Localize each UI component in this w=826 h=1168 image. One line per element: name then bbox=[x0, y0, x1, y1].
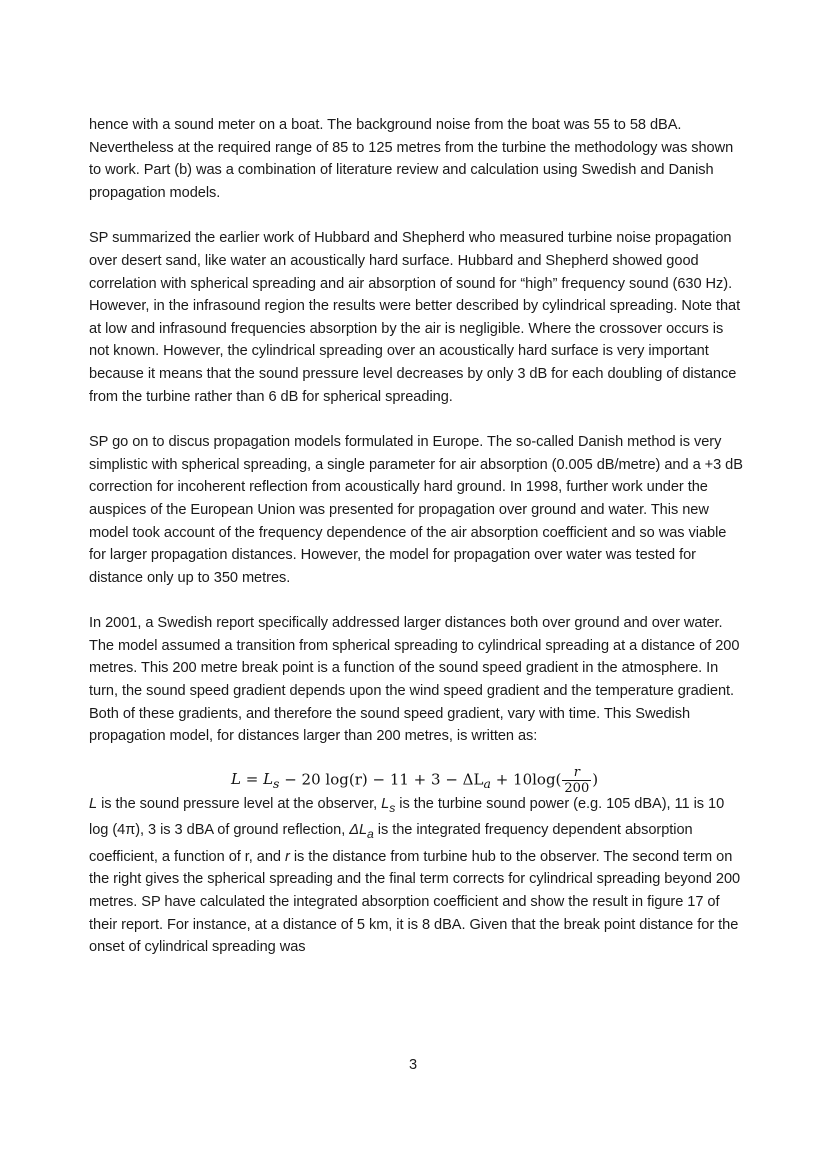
document-body bbox=[89, 114, 744, 959]
paragraph-3: SP go on to discus propagation models formulated in Europe. The so-called Danish method is very simplistic with spherical spreading, a single parameter for air absorption (0.005 dB/metre) and a +3 dB correction for incoherent reflection from acoustically hard ground. In 1998, further work under the auspices of the European Union was presented for propagation over ground and water. This new model took account of the frequency dependence of the air absorption coefficient and so was viable for larger propagation distances. However, the model for propagation over water was tested for distance only up to 350 metres. bbox=[89, 434, 743, 586]
equation-expression: $L = L_s - 20$ $\log(r) - 11 + 3 - \Delta L_a + 10\log$( $\frac{r}{200}$ ) bbox=[231, 764, 599, 796]
paragraph-2: SP summarized the earlier work of Hubbard and Shepherd who measured turbine noise propagation over desert sand, like water an acoustically hard surface. Hubbard and Shepherd showed good correlation with spherical spreading and air absorption of sound for “high” frequency sound (630 Hz). However, in the infrasound region the results were better described by cylindrical spreading. Note that at low and infrasound frequencies absorption by the air is negligible. Where the crossover occurs is not known. However, the cylindrical spreading over an acoustically hard surface is very important because it means that the sound pressure level decreases by only 3 dB for each doubling of distance from the turbine rather than 6 dB for spherical spreading. bbox=[89, 230, 741, 405]
paragraph-4: In 2001, a Swedish report specifically addressed larger distances both over ground and over water. The model assumed a transition from spherical spreading to cylindrical spreading at a distance of 200 metres. This 200 metre break point is a function of the sound speed gradient in the atmosphere. In turn, the sound speed gradient depends upon the wind speed gradient and the temperature gradient. Both of these gradients, and therefore the sound speed gradient, vary with time. This Swedish propagation model, for distances larger than 200 metres, is written as: bbox=[89, 615, 740, 745]
paragraph-1: hence with a sound meter on a boat. The background noise from the boat was 55 to 58 dBA. Nevertheless at the required range of 85 to 125 metres from the turbine the methodology was shown to work. Part (b) was a combination of literature review and calculation using Swedish and Danish propagation models. bbox=[89, 117, 734, 201]
propagation-equation bbox=[89, 748, 744, 796]
equation-fraction: $\frac{r}{200}$ bbox=[564, 764, 590, 796]
page-number: 3 bbox=[408, 1057, 418, 1073]
paragraph-5: L is the sound pressure level at the observer, $L_s$ is the turbine sound power (e.g. 105 dBA), 11 is 10 log (4π), 3 is 3 dBA of ground reflection, $\Delta L_a$ is the integrated frequency dependent absorption coefficient, a function of r, and r is the distance from turbine hub to the observer. The second term on the right gives the spherical spreading and the final term corrects for cylindrical spreading beyond 200 metres. SP have calculated the integrated absorption coefficient and show the result in figure 17 of their report. For instance, at a distance of 5 km, it is 8 dBA. Given that the break point distance for the onset of cylindrical spreading was bbox=[89, 795, 741, 956]
